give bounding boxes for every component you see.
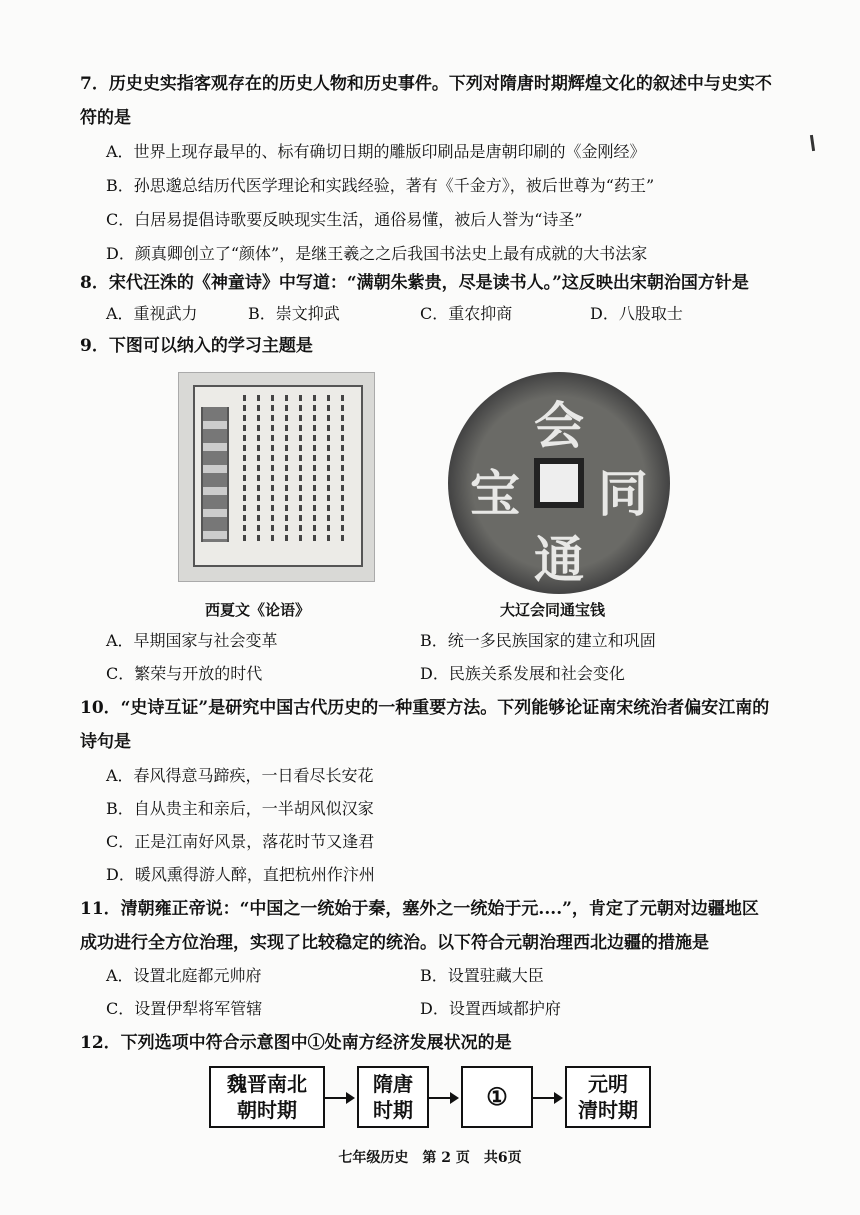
q8-option-a: A．重视武力: [106, 304, 198, 323]
q10-stem-line1: 10．“史诗互证”是研究中国古代历史的一种重要方法。下列能够论证南宋统治者偏安江南的: [80, 698, 770, 718]
q10-option-b: B．自从贵主和亲后，一半胡风似汉家: [106, 799, 374, 818]
flow-arrow-1: [325, 1097, 353, 1099]
q11-option-c: C．设置伊犁将军管辖: [106, 999, 263, 1018]
q8-option-b: B．崇文抑武: [248, 304, 340, 323]
q7-option-a: A．世界上现存最早的、标有确切日期的雕版印刷品是唐朝印刷的《金刚经》: [106, 142, 646, 161]
coin-char-bottom: 通: [534, 530, 584, 589]
coin-square-hole: [534, 458, 584, 508]
page-footer: 七年级历史 第 2 页 共6页: [338, 1150, 522, 1166]
q8-option-c: C．重农抑商: [420, 304, 513, 323]
q10-stem-line2: 诗句是: [80, 732, 131, 752]
q7-option-c: C．白居易提倡诗歌要反映现实生活，通俗易懂，被后人誉为“诗圣”: [106, 210, 583, 229]
coin-char-left: 宝: [470, 464, 520, 523]
q9-option-d: D．民族关系发展和社会变化: [420, 664, 625, 683]
q9-option-a: A．早期国家与社会变革: [106, 631, 278, 650]
flow-box-circled-one: ①: [461, 1066, 533, 1128]
q12-stem: 12．下列选项中符合示意图中①处南方经济发展状况的是: [80, 1033, 512, 1053]
q9-stem: 9．下图可以纳入的学习主题是: [80, 336, 313, 356]
q11-stem-line2: 成功进行全方位治理，实现了比较稳定的统治。以下符合元朝治理西北边疆的措施是: [80, 933, 709, 953]
q11-option-d: D．设置西域都护府: [420, 999, 561, 1018]
q11-option-a: A．设置北庭都元帅府: [106, 966, 262, 985]
q8-option-d: D．八股取士: [590, 304, 683, 323]
liao-coin-image: [448, 372, 670, 594]
q10-option-c: C．正是江南好风景，落花时节又逢君: [106, 832, 375, 851]
flow-box-wei-jin: 魏晋南北 朝时期: [209, 1066, 325, 1128]
flow-arrow-2: [429, 1097, 457, 1099]
q10-option-a: A．春风得意马蹄疾，一日看尽长安花: [106, 766, 374, 785]
q11-stem-line1: 11．清朝雍正帝说：“中国之一统始于秦，塞外之一统始于元....”，肯定了元朝对边疆地区: [80, 899, 759, 919]
q10-option-d: D．暖风熏得游人醉，直把杭州作汴州: [106, 865, 375, 884]
flow-box-sui-tang: 隋唐 时期: [357, 1066, 429, 1128]
coin-char-top: 会: [534, 396, 584, 455]
xixia-analects-image: [178, 372, 375, 582]
caption-liao-coin: 大辽会同通宝钱: [500, 601, 606, 619]
q7-stem-line2: 符的是: [80, 108, 131, 128]
q7-stem-line1: 7．历史史实指客观存在的历史人物和历史事件。下列对隋唐时期辉煌文化的叙述中与史实不: [80, 74, 772, 94]
q8-stem: 8．宋代汪洙的《神童诗》中写道：“满朝朱紫贵，尽是读书人。”这反映出宋朝治国方针是: [80, 273, 749, 293]
caption-xixia-analects: 西夏文《论语》: [205, 601, 311, 619]
flow-arrow-3: [533, 1097, 561, 1099]
coin-char-right: 同: [598, 464, 648, 523]
q11-option-b: B．设置驻藏大臣: [420, 966, 544, 985]
q9-option-b: B．统一多民族国家的建立和巩固: [420, 631, 656, 650]
q7-option-d: D．颜真卿创立了“颜体”，是继王羲之之后我国书法史上最有成就的大书法家: [106, 244, 648, 263]
scan-mark: [810, 135, 815, 151]
flow-box-yuan-ming-qing: 元明 清时期: [565, 1066, 651, 1128]
q7-option-b: B．孙思邈总结历代医学理论和实践经验，著有《千金方》，被后世尊为“药王”: [106, 176, 655, 195]
q9-option-c: C．繁荣与开放的时代: [106, 664, 263, 683]
